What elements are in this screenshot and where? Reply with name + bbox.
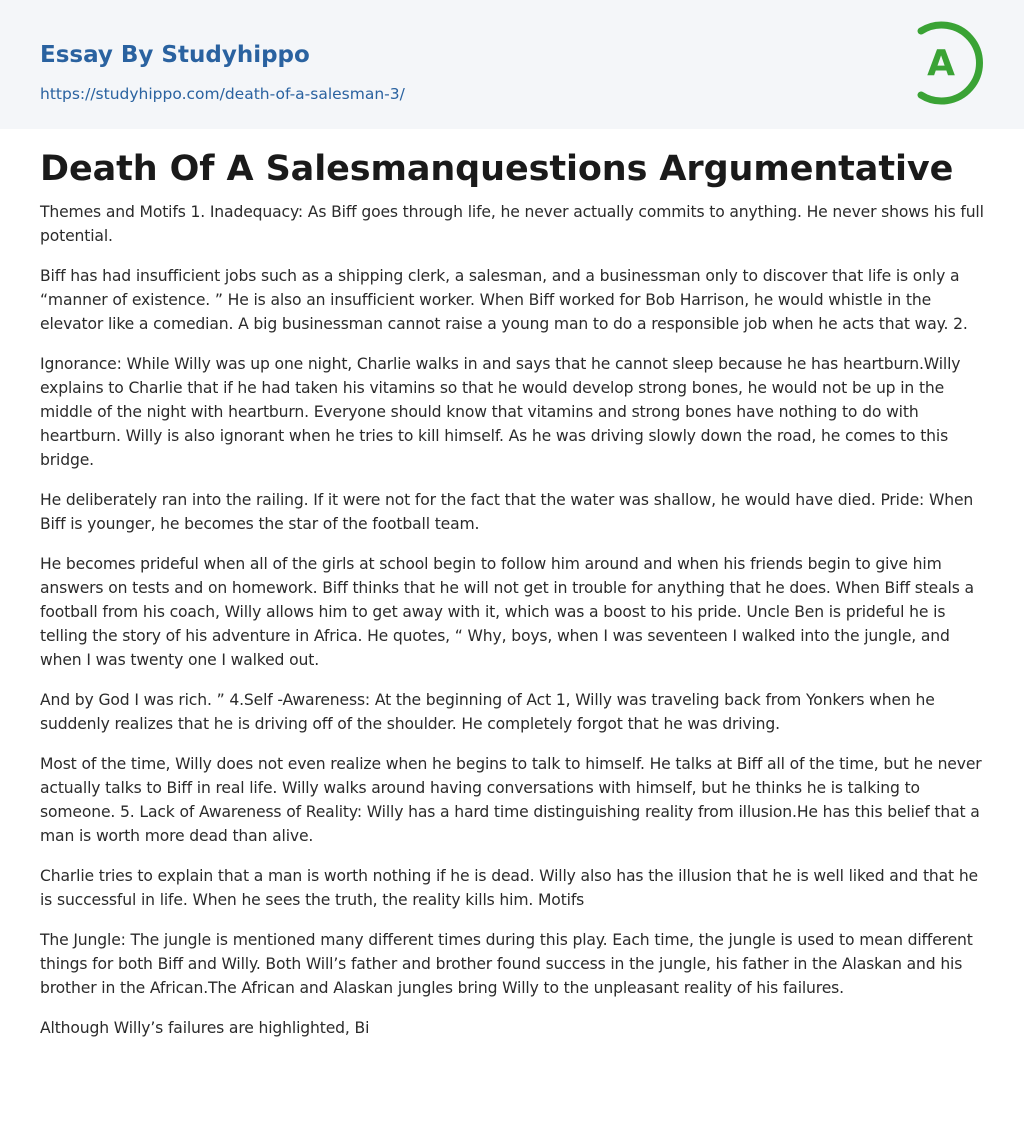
article-paragraph-4: He deliberately ran into the railing. If it were not for the fact that the water was shallow, he would have died. Pride: When Biff is younger, he becomes the star of the football team.: [40, 491, 974, 533]
logo-letter: A: [927, 43, 955, 84]
article-paragraph-8: Charlie tries to explain that a man is worth nothing if he is dead. Willy also has the illusion that he is well liked and that he is successful in life. When he sees the truth, the reality kills him. Motifs: [40, 867, 979, 909]
source-url-link[interactable]: https://studyhippo.com/death-of-a-salesman-3/: [40, 85, 405, 103]
article-paragraph-10: Although Willy’s failures are highlighted, Bi: [40, 1019, 370, 1037]
article: [0, 147, 1024, 1040]
article-paragraph-9: The Jungle: The jungle is mentioned many different times during this play. Each time, the jungle is used to mean different things for both Biff and Willy. Both Will’s father and brother found success in the jungle, his father in the Alaskan and his brother in the African.The African and Alaskan jungles bring Willy to the unpleasant reality of his failures.: [40, 931, 973, 997]
article-paragraph-5: He becomes prideful when all of the girls at school begin to follow him around and when his friends begin to give him answers on tests and on homework. Biff thinks that he will not get in trouble for anything that he does. When Biff steals a football from his coach, Willy allows him to get away with it, which was a boost to his pride. Uncle Ben is prideful he is telling the story of his adventure in Africa. He quotes, “ Why, boys, when I was seventeen I walked into the jungle, and when I was twenty one I walked out.: [40, 555, 974, 669]
article-paragraph-7: Most of the time, Willy does not even realize when he begins to talk to himself. He talks at Biff all of the time, but he never actually talks to Biff in real life. Willy walks around having conversations with himself, but he thinks he is talking to someone. 5. Lack of Awareness of Reality: Willy has a hard time distinguishing reality from illusion.He has this belief that a man is worth more dead than alive.: [40, 755, 982, 845]
site-header: [0, 0, 1024, 129]
article-paragraph-3: Ignorance: While Willy was up one night, Charlie walks in and says that he cannot sleep because he has heartburn.Willy explains to Charlie that if he had taken his vitamins so that he would develop strong bones, he would not be up in the middle of the night with heartburn. Everyone should know that vitamins and strong bones have nothing to do with heartburn. Willy is also ignorant when he tries to kill himself. As he was driving slowly down the road, he comes to this bridge.: [40, 355, 961, 469]
brand-title: Essay By Studyhippo: [40, 42, 310, 68]
article-title: Death Of A Salesmanquestions Argumentative: [40, 149, 954, 189]
studyhippo-logo-icon: [908, 17, 992, 109]
article-paragraph-6: And by God I was rich. ” 4.Self -Awareness: At the beginning of Act 1, Willy was traveling back from Yonkers when he suddenly realizes that he is driving off of the shoulder. He completely forgot that he was driving.: [40, 691, 935, 733]
article-paragraph-2: Biff has had insufficient jobs such as a shipping clerk, a salesman, and a businessman only to discover that life is only a “manner of existence. ” He is also an insufficient worker. When Biff worked for Bob Harrison, he would whistle in the elevator like a comedian. A big businessman cannot raise a young man to do a responsible job when he acts that way. 2.: [40, 267, 968, 333]
article-paragraph-1: Themes and Motifs 1. Inadequacy: As Biff goes through life, he never actually commits to anything. He never shows his full potential.: [40, 203, 984, 245]
